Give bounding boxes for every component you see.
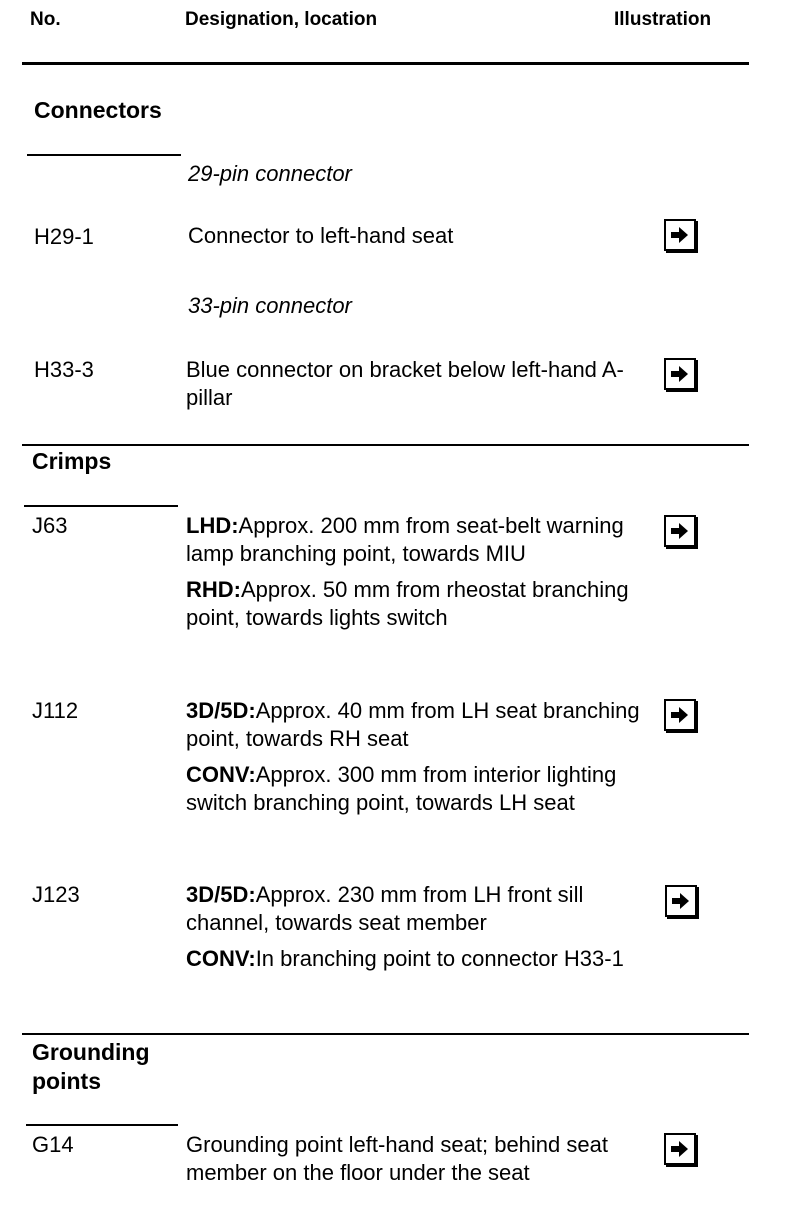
desc-g14: Grounding point left-hand seat; behind seat member on the floor under the seat (186, 1132, 608, 1185)
arrow-right-icon-glyph (666, 701, 694, 729)
subheading-29-pin: 29-pin connector (188, 161, 352, 186)
arrow-right-icon[interactable] (665, 885, 697, 917)
arrow-right-icon[interactable] (664, 699, 696, 731)
code-j112: J112 (32, 698, 79, 723)
code-j123: J123 (32, 882, 80, 907)
section-title-crimps: Crimps (32, 448, 112, 474)
code-j63: J63 (32, 513, 68, 538)
code-g14: G14 (32, 1132, 74, 1157)
desc-text: Approx. 300 mm from interior lighting switch branching point, towards LH seat (186, 762, 617, 815)
column-header-illustration: Illustration (614, 9, 712, 30)
desc-j123 (186, 881, 661, 981)
arrow-right-icon[interactable] (664, 219, 696, 251)
section-divider-crimps (22, 444, 749, 446)
arrow-right-icon[interactable] (664, 1133, 696, 1165)
desc-label: RHD: (186, 577, 241, 602)
desc-text: Approx. 230 mm from LH front sill channel, towards seat member (186, 882, 584, 935)
column-header-no: No. (30, 9, 61, 30)
desc-label: LHD: (186, 513, 239, 538)
desc-text: Approx. 50 mm from rheostat branching point, towards lights switch (186, 577, 629, 630)
desc-text: In branching point to connector H33-1 (255, 946, 624, 971)
arrow-right-icon-glyph (666, 517, 694, 545)
section-underline-grounding (26, 1124, 178, 1126)
header-divider (22, 62, 749, 65)
desc-label: CONV: (186, 762, 256, 787)
code-h29-1: H29-1 (34, 224, 94, 249)
desc-text: Approx. 200 mm from seat-belt warning lamp branching point, towards MIU (186, 513, 624, 566)
arrow-right-icon-glyph (666, 360, 694, 388)
section-title-connectors: Connectors (34, 97, 162, 123)
arrow-right-icon-glyph (666, 1135, 694, 1163)
section-underline-crimps (24, 505, 178, 507)
subheading-33-pin: 33-pin connector (188, 293, 352, 318)
arrow-right-icon-glyph (666, 221, 694, 249)
desc-label: 3D/5D: (186, 698, 256, 723)
arrow-right-icon[interactable] (664, 515, 696, 547)
desc-label: CONV: (186, 946, 256, 971)
desc-text: Approx. 40 mm from LH seat branching point, towards RH seat (186, 698, 640, 751)
desc-h33-3: Blue connector on bracket below left-hand A-pillar (186, 357, 624, 410)
arrow-right-icon[interactable] (664, 358, 696, 390)
section-divider-grounding (22, 1033, 749, 1035)
column-header-designation: Designation, location (185, 9, 378, 30)
desc-j112 (186, 697, 656, 825)
desc-j63 (186, 512, 656, 640)
section-title-grounding: Grounding points (32, 1039, 150, 1094)
arrow-right-icon-glyph (667, 887, 695, 915)
code-h33-3: H33-3 (34, 357, 94, 382)
desc-label: 3D/5D: (186, 882, 256, 907)
desc-h29-1: Connector to left-hand seat (188, 223, 454, 248)
section-underline-connectors (27, 154, 181, 156)
